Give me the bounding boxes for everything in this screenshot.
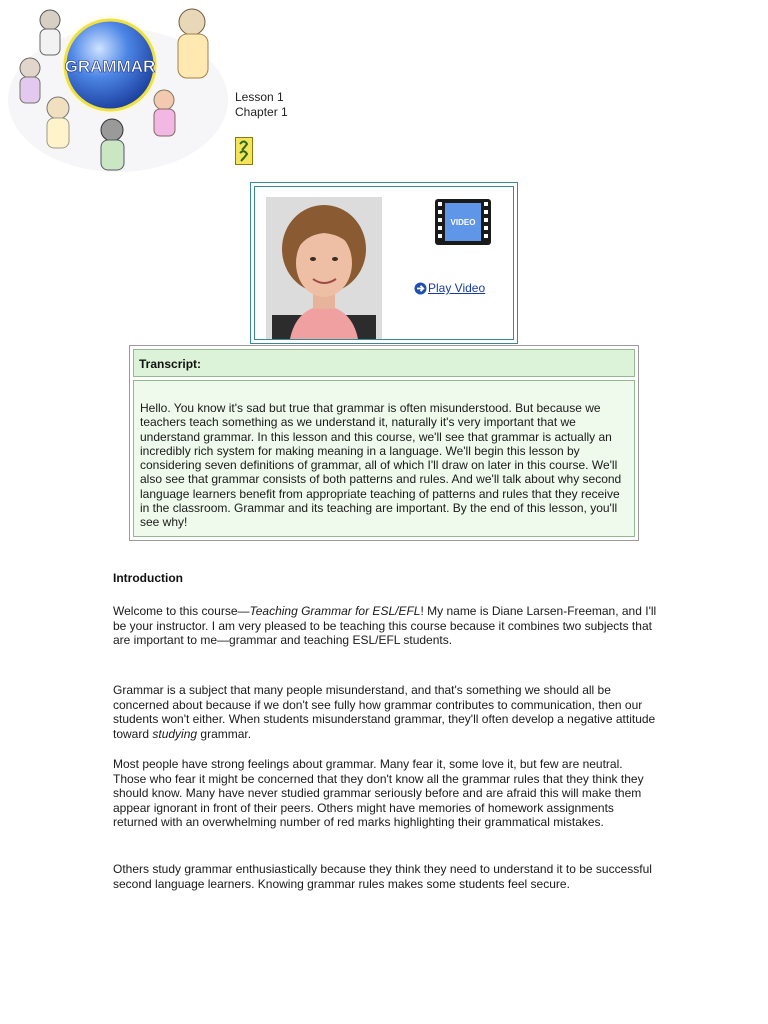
- play-video-label: Play Video: [428, 281, 486, 295]
- grammar-logo: [0, 0, 236, 180]
- transcript-text: Hello. You know it's sad but true that grammar is often misunderstood. But because we teachers teach something as we understand it, naturally it's very important that we understand grammar. In this lesson and this course, we'll see that grammar is actually an incredibly rich system for making meaning in a language. We'll begin this lesson by considering seven definitions of grammar, all of which I'll draw on later in this course. We'll also see that grammar consists of both patterns and rules. And we'll talk about why second language learners benefit from appropriate teaching of patterns and rules that they receive in the classroom. Grammar and its teaching are important. By the end of this lesson, you'll see why!: [133, 380, 635, 537]
- intro-paragraph-1: Welcome to this course—Teaching Grammar for ESL/EFL! My name is Diane Larsen-Freeman, and I'll be your instructor. I am very pleased to be teaching this course because it combines two subjects that are important to me—grammar and teaching ESL/EFL students.: [113, 604, 657, 647]
- instructor-photo: [266, 197, 382, 339]
- chapter-number: Chapter 1: [235, 105, 288, 119]
- transcript-heading: Transcript:: [133, 349, 635, 377]
- play-video-link[interactable]: [414, 281, 485, 295]
- logo-text: GRAMMAR: [64, 57, 156, 76]
- intro-paragraph-4: Others study grammar enthusiastically because they think they need to understand it to be successful second language learners. Knowing grammar rules makes some students feel secure.: [113, 862, 652, 891]
- lesson-info: [235, 90, 288, 120]
- intro-paragraph-2: Grammar is a subject that many people misunderstand, and that's something we should all be concerned about because if we don't see fully how grammar contributes to communication, then our students won't either. When students misunderstand grammar, they'll often develop a negative attitude toward studying grammar.: [113, 683, 656, 741]
- arrow-right-circle-icon: [414, 282, 427, 295]
- lesson-number: Lesson 1: [235, 90, 284, 104]
- transcript-box: [129, 345, 639, 541]
- introduction-heading: Introduction: [113, 571, 183, 585]
- intro-paragraph-3: Most people have strong feelings about grammar. Many fear it, some love it, but few are neutral. Those who fear it might be concerned that they don't know all the grammar rules that they think they should know. Many have never studied grammar seriously before and are afraid this will make them appear ignorant in front of their peers. Others might have memories of homework assignments returned with an overwhelming number of red marks highlighting their grammatical mistakes.: [113, 757, 644, 829]
- video-film-icon[interactable]: [435, 199, 491, 245]
- audio-icon[interactable]: [235, 137, 253, 165]
- video-panel: [250, 182, 518, 344]
- video-film-label: VIDEO: [450, 218, 476, 227]
